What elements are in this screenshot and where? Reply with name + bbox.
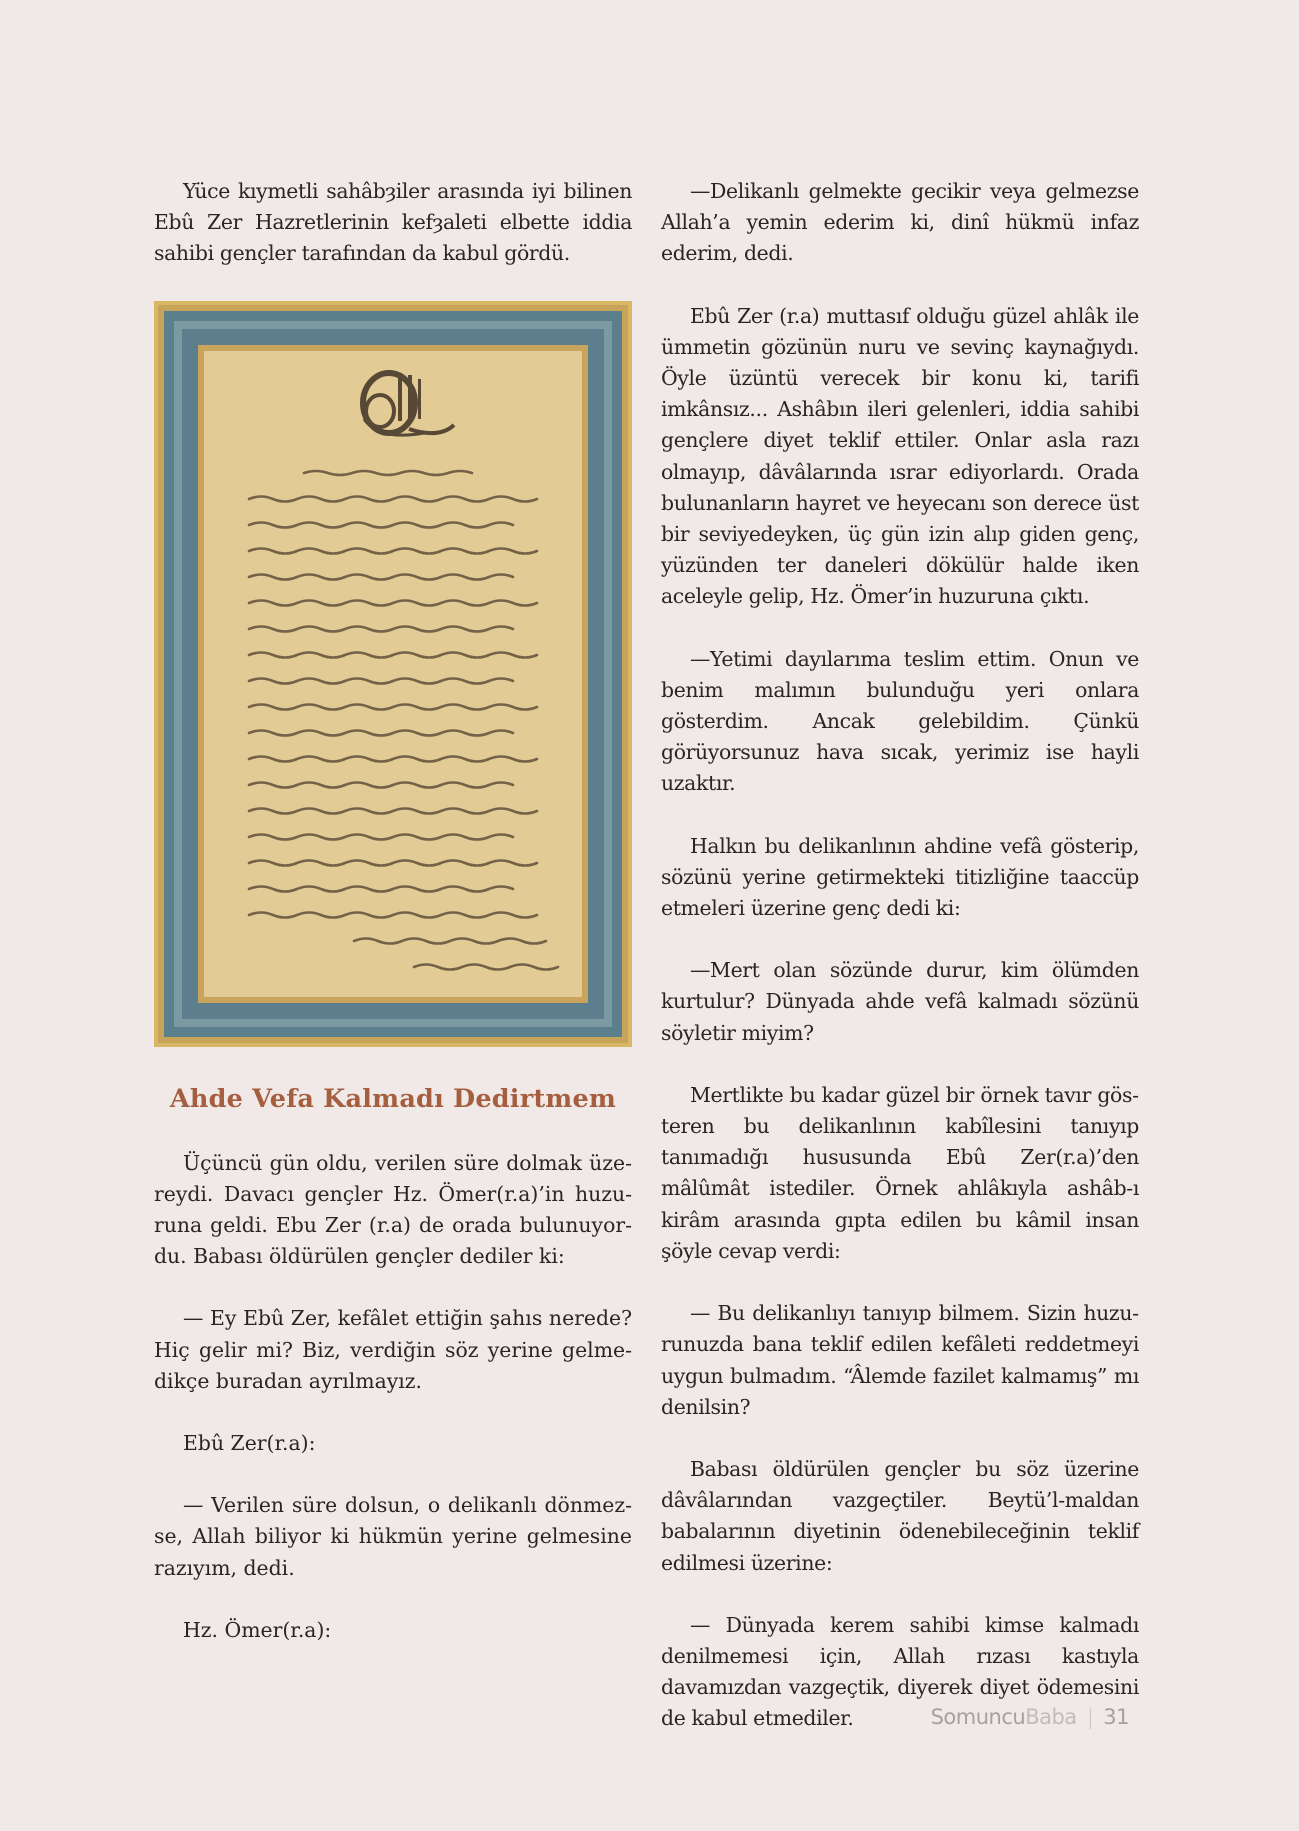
left-paragraph-1: Üçüncü gün oldu, verilen süre dolmak üzereydi. Davacı gençler Hz. Ömer(r.a)’in huzuruna geldi. Ebu Zer (r.a) de orada bulunuyordu. Babası öldürülen gençler dediler ki:	[154, 1150, 632, 1269]
intro-paragraph: Yüce kıymetli sahâbȝiler arasında iyi bilinen Ebû Zer Hazretlerinin kefȝaleti elbette iddia sahibi gençler tarafından da kabul gördü.	[154, 179, 632, 266]
page-number: 31	[1103, 1705, 1129, 1729]
right-paragraph-9: — Dünyada kerem sahibi kimse kalmadı denilmemesi için, Allah rızası kastıyla davamızdan vazgeçtik, diyerek diyet ödemesini de kabul etmediler.	[661, 1612, 1139, 1731]
right-paragraph-6: Mertlikte bu kadar güzel bir örnek tavır gösteren bu delikanlının kabîlesini tanıyıp tanımadığı hususunda Ebû Zer(r.a)’den mâlûmât istediler. Örnek ahlâkıyla ashâb-ı kirâm arasında gıpta edilen bu kâmil insan şöyle cevap verdi:	[661, 1082, 1139, 1263]
right-paragraph-1: —Delikanlı gelmekte gecikir veya gelmezse Allah’a yemin ederim ki, dinî hükmü infaz ederim, dedi.	[661, 179, 1139, 266]
right-paragraph-4: Halkın bu delikanlının ahdine vefâ gösterip, sözünü yerine getirmekteki titizliğine taaccüp etmeleri üzerine genç dedi ki:	[661, 833, 1139, 921]
ottoman-document-image	[154, 301, 632, 1047]
right-paragraph-2: Ebû Zer (r.a) muttasıf olduğu güzel ahlâk ile ümmetin gözünün nuru ve sevinç kaynağıydı. Öyle üzüntü verecek bir konu ki, tarifi imkânsız... Ashâbın ileri gelenleri, iddia sahibi gençlere diyet teklif ettiler. Onlar asla razı olmayıp, dâvâlarında ısrar ediyorlardı. Orada bulunanların hayret ve heyecanı son derece üst bir seviyedeyken, üç gün izin alıp giden genç, yüzünden ter daneleri dökülür halde iken aceleyle gelip, Hz. Ömer’in huzuruna çıktı.	[661, 303, 1139, 609]
magazine-brand-somuncu: Somuncu	[930, 1705, 1026, 1729]
left-paragraph-5: Hz. Ömer(r.a):	[183, 1617, 332, 1642]
right-paragraph-7: — Bu delikanlıyı tanıyıp bilmem. Sizin huzurunuzda bana teklif edilen kefâleti reddetmeyi uygun bulmadım. “Âlemde fazilet kalmamış” mı denilsin?	[661, 1301, 1139, 1419]
section-heading: Ahde Vefa Kalmadı Dedirtmem	[169, 1083, 617, 1114]
left-paragraph-3: Ebû Zer(r.a):	[183, 1431, 316, 1456]
ottoman-document-svg	[154, 301, 632, 1047]
left-column	[154, 176, 632, 1677]
magazine-brand-baba: Baba	[1025, 1705, 1077, 1729]
footer-separator: |	[1086, 1705, 1094, 1729]
left-paragraph-2: — Ey Ebû Zer, kefâlet ettiğin şahıs nerede? Hiç gelir mi? Biz, verdiğin söz yerine gelmedikçe buradan ayrılmayız.	[154, 1306, 632, 1393]
page-footer	[931, 1705, 1129, 1729]
right-paragraph-8: Babası öldürülen gençler bu söz üzerine dâvâlarından vazgeçtiler. Beytü’l-maldan babalarının diyetinin ödenebileceğinin teklif edilmesi üzerine:	[661, 1456, 1139, 1575]
right-column	[661, 176, 1139, 1766]
right-paragraph-3: —Yetimi dayılarıma teslim ettim. Onun ve benim malımın bulunduğu yeri onlara gösterdim. Ancak gelebildim. Çünkü görüyorsunuz hava sıcak, yerimiz ise hayli uzaktır.	[661, 646, 1139, 796]
right-paragraph-5: —Mert olan sözünde durur, kim ölümden kurtulur? Dünyada ahde vefâ kalmadı sözünü söyletir miyim?	[661, 958, 1139, 1045]
left-paragraph-4: — Verilen süre dolsun, o delikanlı dönmezse, Allah biliyor ki hükmün yerine gelmesine razıyım, dedi.	[154, 1493, 632, 1580]
